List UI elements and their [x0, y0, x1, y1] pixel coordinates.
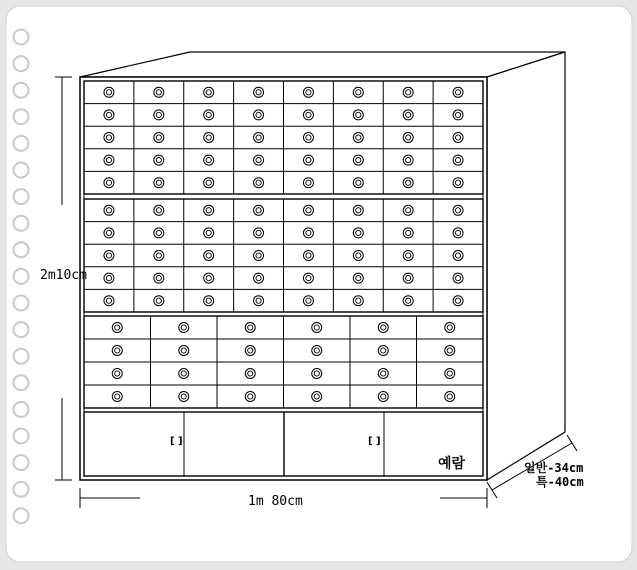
drawer-knob-inner [306, 180, 311, 185]
binder-ring [14, 56, 29, 71]
drawer-knob-inner [406, 135, 411, 140]
drawer-knob-inner [206, 276, 211, 281]
drawer-knob-inner [206, 298, 211, 303]
drawer-knob-inner [156, 276, 161, 281]
drawer-knob-inner [256, 112, 261, 117]
drawer-knob-inner [115, 325, 120, 330]
depth-special-label: 특-40cm [536, 475, 584, 489]
drawer-knob-inner [455, 112, 460, 117]
left-door-handle: [ ] [170, 436, 183, 447]
binder-ring [14, 508, 29, 523]
binder-ring [14, 375, 29, 390]
drawer-knob-inner [156, 158, 161, 163]
drawer-knob-inner [306, 158, 311, 163]
drawer-knob-inner [156, 298, 161, 303]
binder-ring [14, 30, 29, 45]
binder-ring [14, 482, 29, 497]
drawer-knob-inner [206, 208, 211, 213]
drawer-knob-inner [406, 276, 411, 281]
drawer-knob-inner [314, 325, 319, 330]
drawer-knob-inner [256, 298, 261, 303]
binder-ring [14, 269, 29, 284]
drawer-knob-inner [306, 298, 311, 303]
drawer-knob-inner [447, 348, 452, 353]
drawer-knob-inner [206, 112, 211, 117]
drawer-knob-inner [455, 276, 460, 281]
drawer-knob-inner [306, 276, 311, 281]
drawer-knob-inner [356, 208, 361, 213]
drawer-knob-inner [115, 348, 120, 353]
drawer-knob-inner [156, 90, 161, 95]
binder-ring [14, 189, 29, 204]
drawer-knob-inner [406, 90, 411, 95]
binder-ring [14, 136, 29, 151]
drawer-knob-inner [356, 158, 361, 163]
drawer-knob-inner [381, 325, 386, 330]
drawer-knob-inner [356, 135, 361, 140]
cabinet [80, 52, 565, 480]
drawer-knob-inner [256, 90, 261, 95]
drawer-knob-inner [455, 253, 460, 258]
drawer-knob-inner [256, 158, 261, 163]
drawer-knob-inner [406, 180, 411, 185]
drawer-knob-inner [106, 180, 111, 185]
drawer-knob-inner [356, 298, 361, 303]
drawer-knob-inner [256, 180, 261, 185]
drawer-knob-inner [106, 158, 111, 163]
drawer-knob-inner [455, 135, 460, 140]
drawer-knob-inner [156, 180, 161, 185]
drawer-knob-inner [306, 112, 311, 117]
drawer-knob-inner [206, 230, 211, 235]
drawer-knob-inner [381, 394, 386, 399]
drawer-knob-inner [314, 371, 319, 376]
cabinet-side-panel [487, 52, 565, 480]
drawer-knob-inner [106, 253, 111, 258]
drawer-knob-inner [156, 135, 161, 140]
drawer-knob-inner [248, 394, 253, 399]
drawer-knob-inner [406, 230, 411, 235]
binder-ring [14, 83, 29, 98]
drawer-knob-inner [447, 394, 452, 399]
drawer-knob-inner [306, 135, 311, 140]
drawer-knob-inner [356, 253, 361, 258]
drawer-knob-inner [314, 348, 319, 353]
drawer-knob-inner [248, 325, 253, 330]
drawer-knob-inner [455, 208, 460, 213]
drawer-knob-inner [206, 180, 211, 185]
height-dimension-label: 2m10cm [40, 268, 87, 283]
drawer-knob-inner [306, 230, 311, 235]
drawer-knob-inner [106, 230, 111, 235]
drawer-knob-inner [248, 371, 253, 376]
binder-ring [14, 322, 29, 337]
drawer-knob-inner [406, 298, 411, 303]
drawer-knob-inner [115, 394, 120, 399]
drawer-knob-inner [447, 325, 452, 330]
drawer-knob-inner [106, 90, 111, 95]
binder-ring [14, 455, 29, 470]
drawer-knob-inner [306, 208, 311, 213]
drawer-knob-inner [181, 325, 186, 330]
drawer-knob-inner [206, 135, 211, 140]
right-door-handle: [ ] [368, 436, 381, 447]
drawer-knob-inner [455, 90, 460, 95]
drawer-knob-inner [156, 230, 161, 235]
drawer-knob-inner [356, 180, 361, 185]
drawer-knob-inner [356, 230, 361, 235]
drawer-knob-inner [356, 112, 361, 117]
drawer-knob-inner [406, 253, 411, 258]
drawer-knob-inner [447, 371, 452, 376]
example-label: 예람 [438, 456, 466, 472]
width-dimension-label: 1m 80cm [248, 494, 303, 509]
drawer-knob-inner [256, 135, 261, 140]
drawer-knob-inner [206, 253, 211, 258]
drawer-knob-inner [156, 112, 161, 117]
drawer-knob-inner [256, 208, 261, 213]
drawer-knob-inner [381, 371, 386, 376]
drawer-knob-inner [106, 276, 111, 281]
drawer-knob-inner [306, 90, 311, 95]
binder-ring [14, 296, 29, 311]
drawer-knob-inner [406, 158, 411, 163]
drawer-knob-inner [156, 208, 161, 213]
drawer-knob-inner [256, 253, 261, 258]
drawer-knob-inner [206, 90, 211, 95]
drawer-knob-inner [306, 253, 311, 258]
drawer-knob-inner [381, 348, 386, 353]
drawer-knob-inner [181, 371, 186, 376]
drawer-knob-inner [406, 112, 411, 117]
drawer-knob-inner [406, 208, 411, 213]
binder-ring [14, 109, 29, 124]
binder-ring [14, 429, 29, 444]
drawer-knob-inner [156, 253, 161, 258]
binder-ring [14, 349, 29, 364]
binder-ring [14, 402, 29, 417]
drawer-knob-inner [181, 348, 186, 353]
drawer-knob-inner [115, 371, 120, 376]
depth-normal-label: 일반-34cm [524, 461, 584, 475]
binder-ring [14, 216, 29, 231]
drawer-knob-inner [248, 348, 253, 353]
drawer-knob-inner [314, 394, 319, 399]
drawer-knob-inner [256, 276, 261, 281]
binder-ring [14, 242, 29, 257]
drawer-knob-inner [455, 180, 460, 185]
drawer-knob-inner [106, 298, 111, 303]
drawer-knob-inner [106, 135, 111, 140]
drawer-knob-inner [256, 230, 261, 235]
drawer-knob-inner [455, 158, 460, 163]
drawer-knob-inner [106, 208, 111, 213]
drawer-knob-inner [455, 298, 460, 303]
binder-ring [14, 163, 29, 178]
drawer-knob-inner [455, 230, 460, 235]
drawer-knob-inner [181, 394, 186, 399]
drawer-knob-inner [106, 112, 111, 117]
drawer-knob-inner [206, 158, 211, 163]
drawer-knob-inner [356, 276, 361, 281]
drawer-knob-inner [356, 90, 361, 95]
